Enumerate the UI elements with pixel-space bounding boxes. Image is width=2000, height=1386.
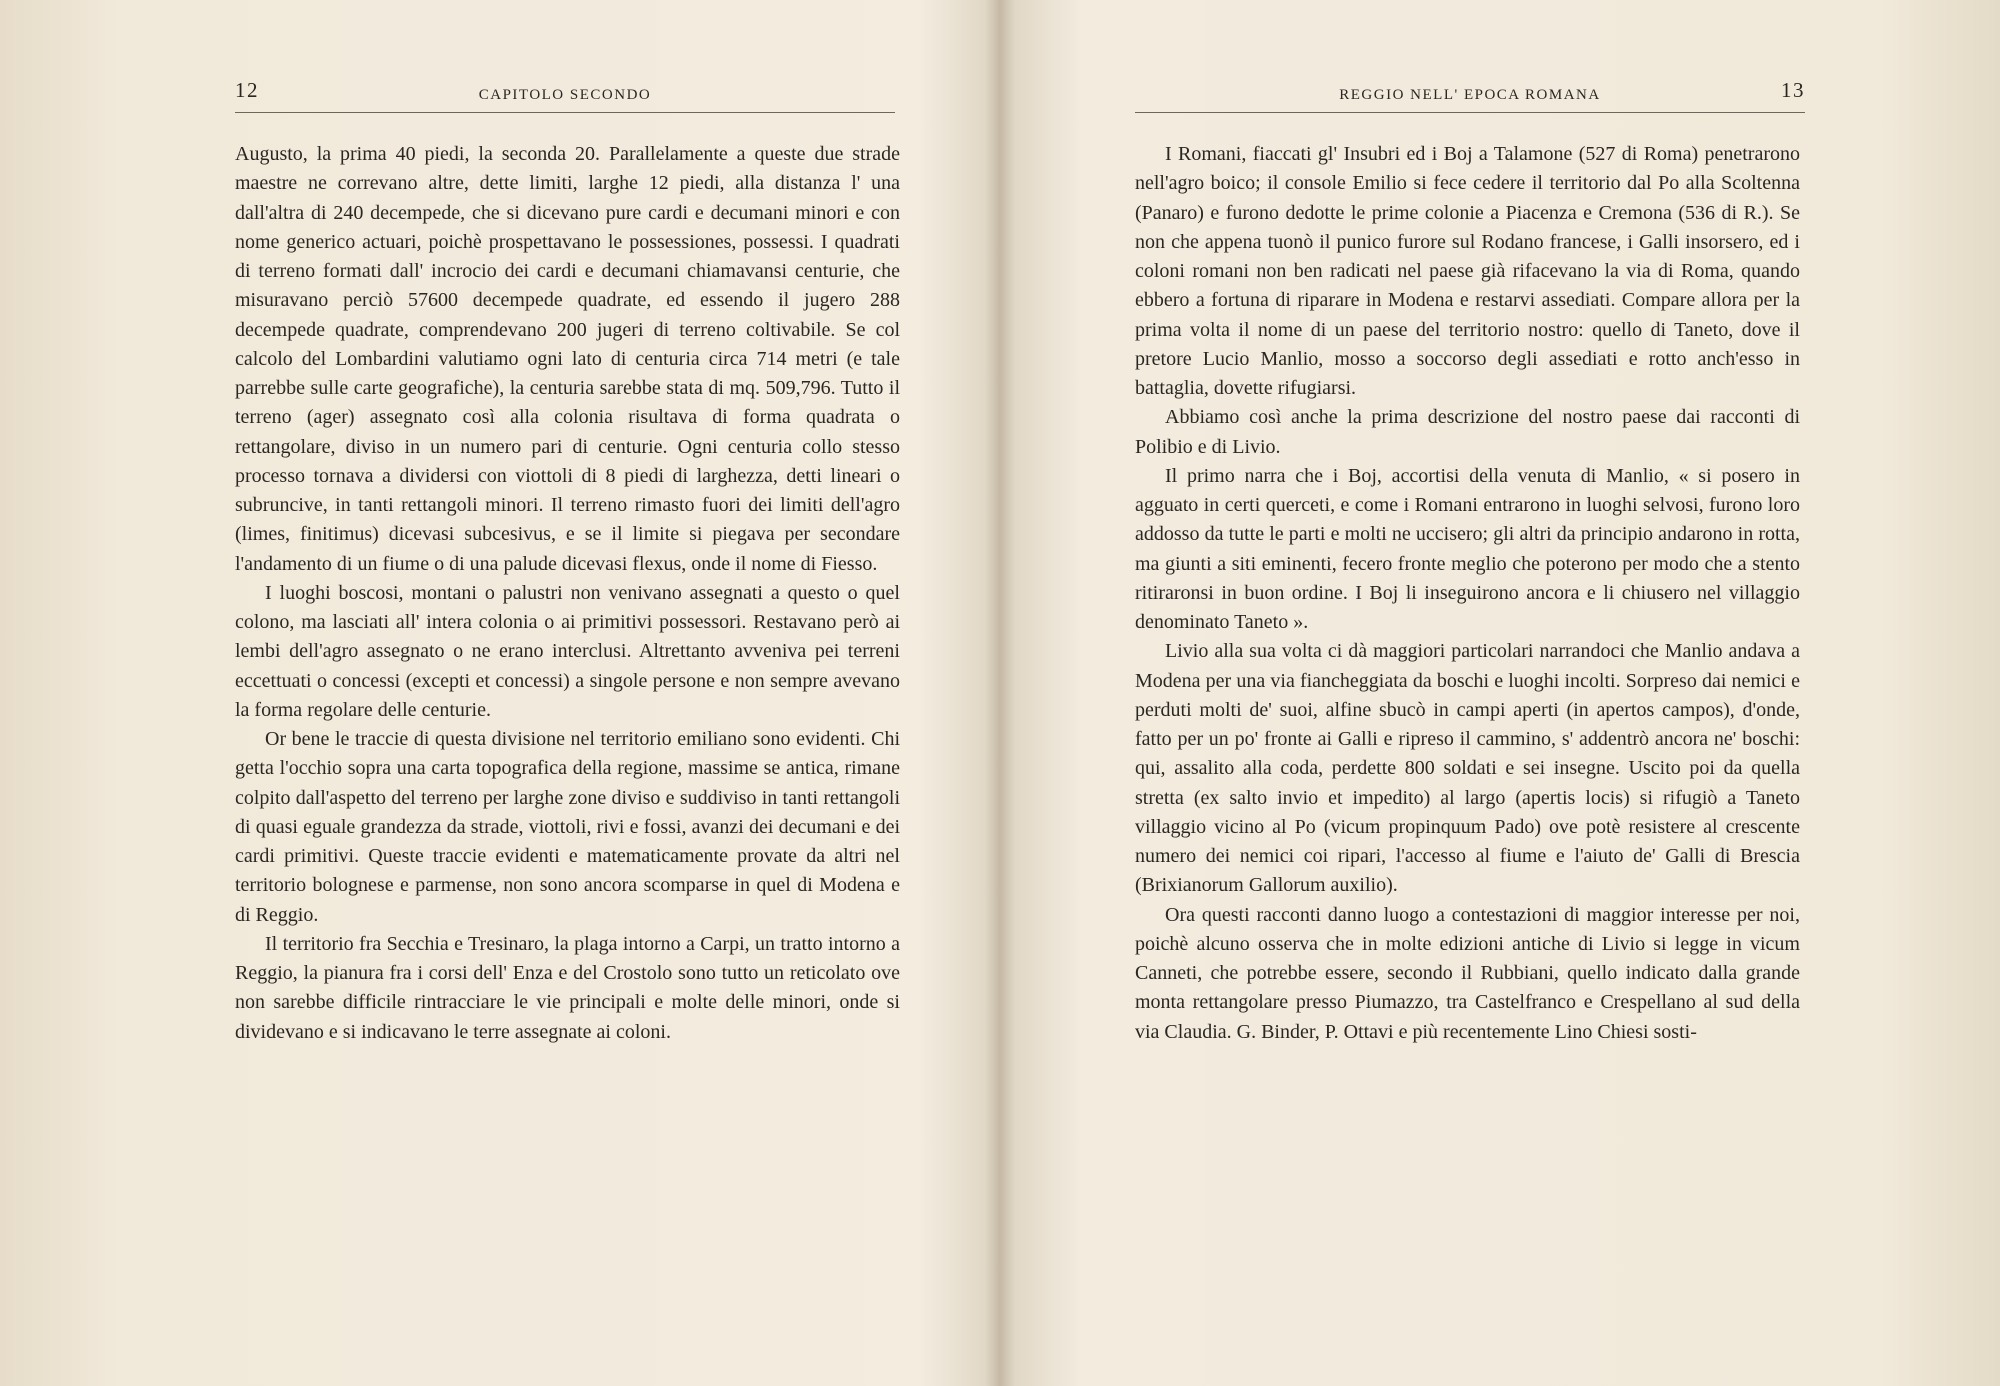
paragraph: Ora questi racconti danno luogo a contestazioni di maggior interesse per noi, poichè alcuno osserva che in molte edizioni antiche di Livio si legge in vicum Canneti, che potrebbe essere, secondo il Rubbiani, quello indicato dalla grande monta rettangolare presso Piumazzo, tra Castelfranco e Crespellano al sud della via Claudia. G. Binder, P. Ottavi e più recentemente Lino Chiesi sosti- [1135,903,1800,1043]
book-gutter [985,0,1015,1386]
right-page-number: 13 [1781,78,1805,102]
paragraph: Livio alla sua volta ci dà maggiori particolari narrandoci che Manlio andava a Modena per una via fiancheggiata da boschi e luoghi incolti. Sorpreso dai nemici e perduti molti de' suoi, alfine sbucò in campi aperti (in apertos campos), d'onde, fatto per un po' fronte ai Galli e ripreso il cammino, s' addentrò ancora ne' boschi: qui, assalito alla coda, perdette 800 soldati e sei insegne. Uscito poi da quella stretta (ex salto invio et impedito) al largo (apertis locis) si rifugiò a Taneto villaggio vicino al Po (vicum propinquum Pado) ove potè resistere al crescente numero dei nemici coi ripari, l'accesso al fiume e l'aiuto de' Galli di Brescia (Brixianorum Gallorum auxilio). [1135,640,1800,897]
right-page-body [1135,140,1800,1047]
paragraph: Augusto, la prima 40 piedi, la seconda 20. Parallelamente a queste due strade maestre ne correvano altre, dette limiti, larghe 12 piedi, alla distanza l' una dall'altra di 240 decempede, che si dicevano pure cardi e decumani minori e con nome generico actuari, poichè prospettavano le possessiones, possessi. I quadrati di terreno formati dall' incrocio dei cardi e decumani chiamavansi centurie, che misuravano perciò 57600 decempede quadrate, ed essendo il jugero 288 decempede quadrate, comprendevano 200 jugeri di terreno coltivabile. Se col calcolo del Lombardini valutiamo ogni lato di centuria circa 714 metri (e tale parrebbe sulle carte geografiche), la centuria sarebbe stata di mq. 509,796. Tutto il terreno (ager) assegnato così alla colonia risultava di forma quadrata o rettangolare, diviso in un numero pari di centurie. Ogni centuria collo stesso processo tornava a dividersi con viottoli di 8 piedi di larghezza, detti lineari o subruncive, in tanti rettangoli minori. Il terreno rimasto fuori dei limiti dell'agro (limes, finitimus) dicevasi subcesivus, e se il limite si piegava per secondare l'andamento di un fiume o di una palude dicevasi flexus, onde il nome di Fiesso. [235,143,900,575]
left-page-body [235,140,900,1047]
paragraph: Il territorio fra Secchia e Tresinaro, la plaga intorno a Carpi, un tratto intorno a Reggio, la pianura fra i corsi dell' Enza e del Crostolo sono tutto un reticolato ove non sarebbe difficile rintracciare le vie principali e molte delle minori, onde si dividevano e si indicavano le terre assegnate ai coloni. [235,932,900,1043]
left-page-number: 12 [235,78,259,102]
right-running-head: REGGIO NELL' EPOCA ROMANA [1339,87,1601,103]
right-page-header [1135,78,1805,113]
left-page [0,0,985,1386]
paragraph: Il primo narra che i Boj, accortisi della venuta di Manlio, « si posero in agguato in certi querceti, e come i Romani entrarono in luoghi selvosi, furono loro addosso da tutte le parti e molti ne uccisero; gli altri da principio andarono in rotta, ma giunti a siti eminenti, fecero fronte meglio che poterono per modo che a stento ritiraronsi in buon ordine. I Boj li inseguirono ancora e li chiusero nel villaggio denominato Taneto ». [1135,464,1800,633]
left-running-head: CAPITOLO SECONDO [478,87,652,103]
left-page-header [235,78,895,113]
paragraph: Or bene le traccie di questa divisione nel territorio emiliano sono evidenti. Chi getta l'occhio sopra una carta topografica della regione, massime se antica, rimane colpito dall'aspetto del terreno per larghe zone diviso e suddiviso in tanti rettangoli di quasi eguale grandezza da strade, viottoli, rivi e fossi, avanzi dei decumani e dei cardi primitivi. Queste traccie evidenti e matematicamente provate da altri nel territorio bolognese e parmense, non sono ancora scomparse in quel di Modena e di Reggio. [235,728,900,926]
paragraph: I luoghi boscosi, montani o palustri non venivano assegnati a questo o quel colono, ma lasciati all' intera colonia o ai primitivi possessori. Restavano però ai lembi dell'agro assegnato o ne erano interclusi. Altrettanto avveniva pei terreni eccettuati o concessi (excepti et concessi) a singole persone e non sempre avevano la forma regolare delle centurie. [235,581,900,721]
right-page [1015,0,2000,1386]
paragraph: I Romani, fiaccati gl' Insubri ed i Boj a Talamone (527 di Roma) penetrarono nell'agro boico; il console Emilio si fece cedere il territorio dal Po alla Scoltenna (Panaro) e furono dedotte le prime colonie a Piacenza e Cremona (536 di R.). Se non che appena tuonò il punico furore sul Rodano francese, i Galli insorsero, ed i coloni romani non ben radicati nel paese già rifacevano la via di Roma, quando ebbero a fortuna di riparare in Modena e restarvi assediati. Compare allora per la prima volta il nome di un paese del territorio nostro: quello di Taneto, dove il pretore Lucio Manlio, mosso a soccorso degli assediati e rotto anch'esso in battaglia, dovette rifugiarsi. [1135,143,1800,399]
paragraph: Abbiamo così anche la prima descrizione del nostro paese dai racconti di Polibio e di Livio. [1135,406,1800,458]
